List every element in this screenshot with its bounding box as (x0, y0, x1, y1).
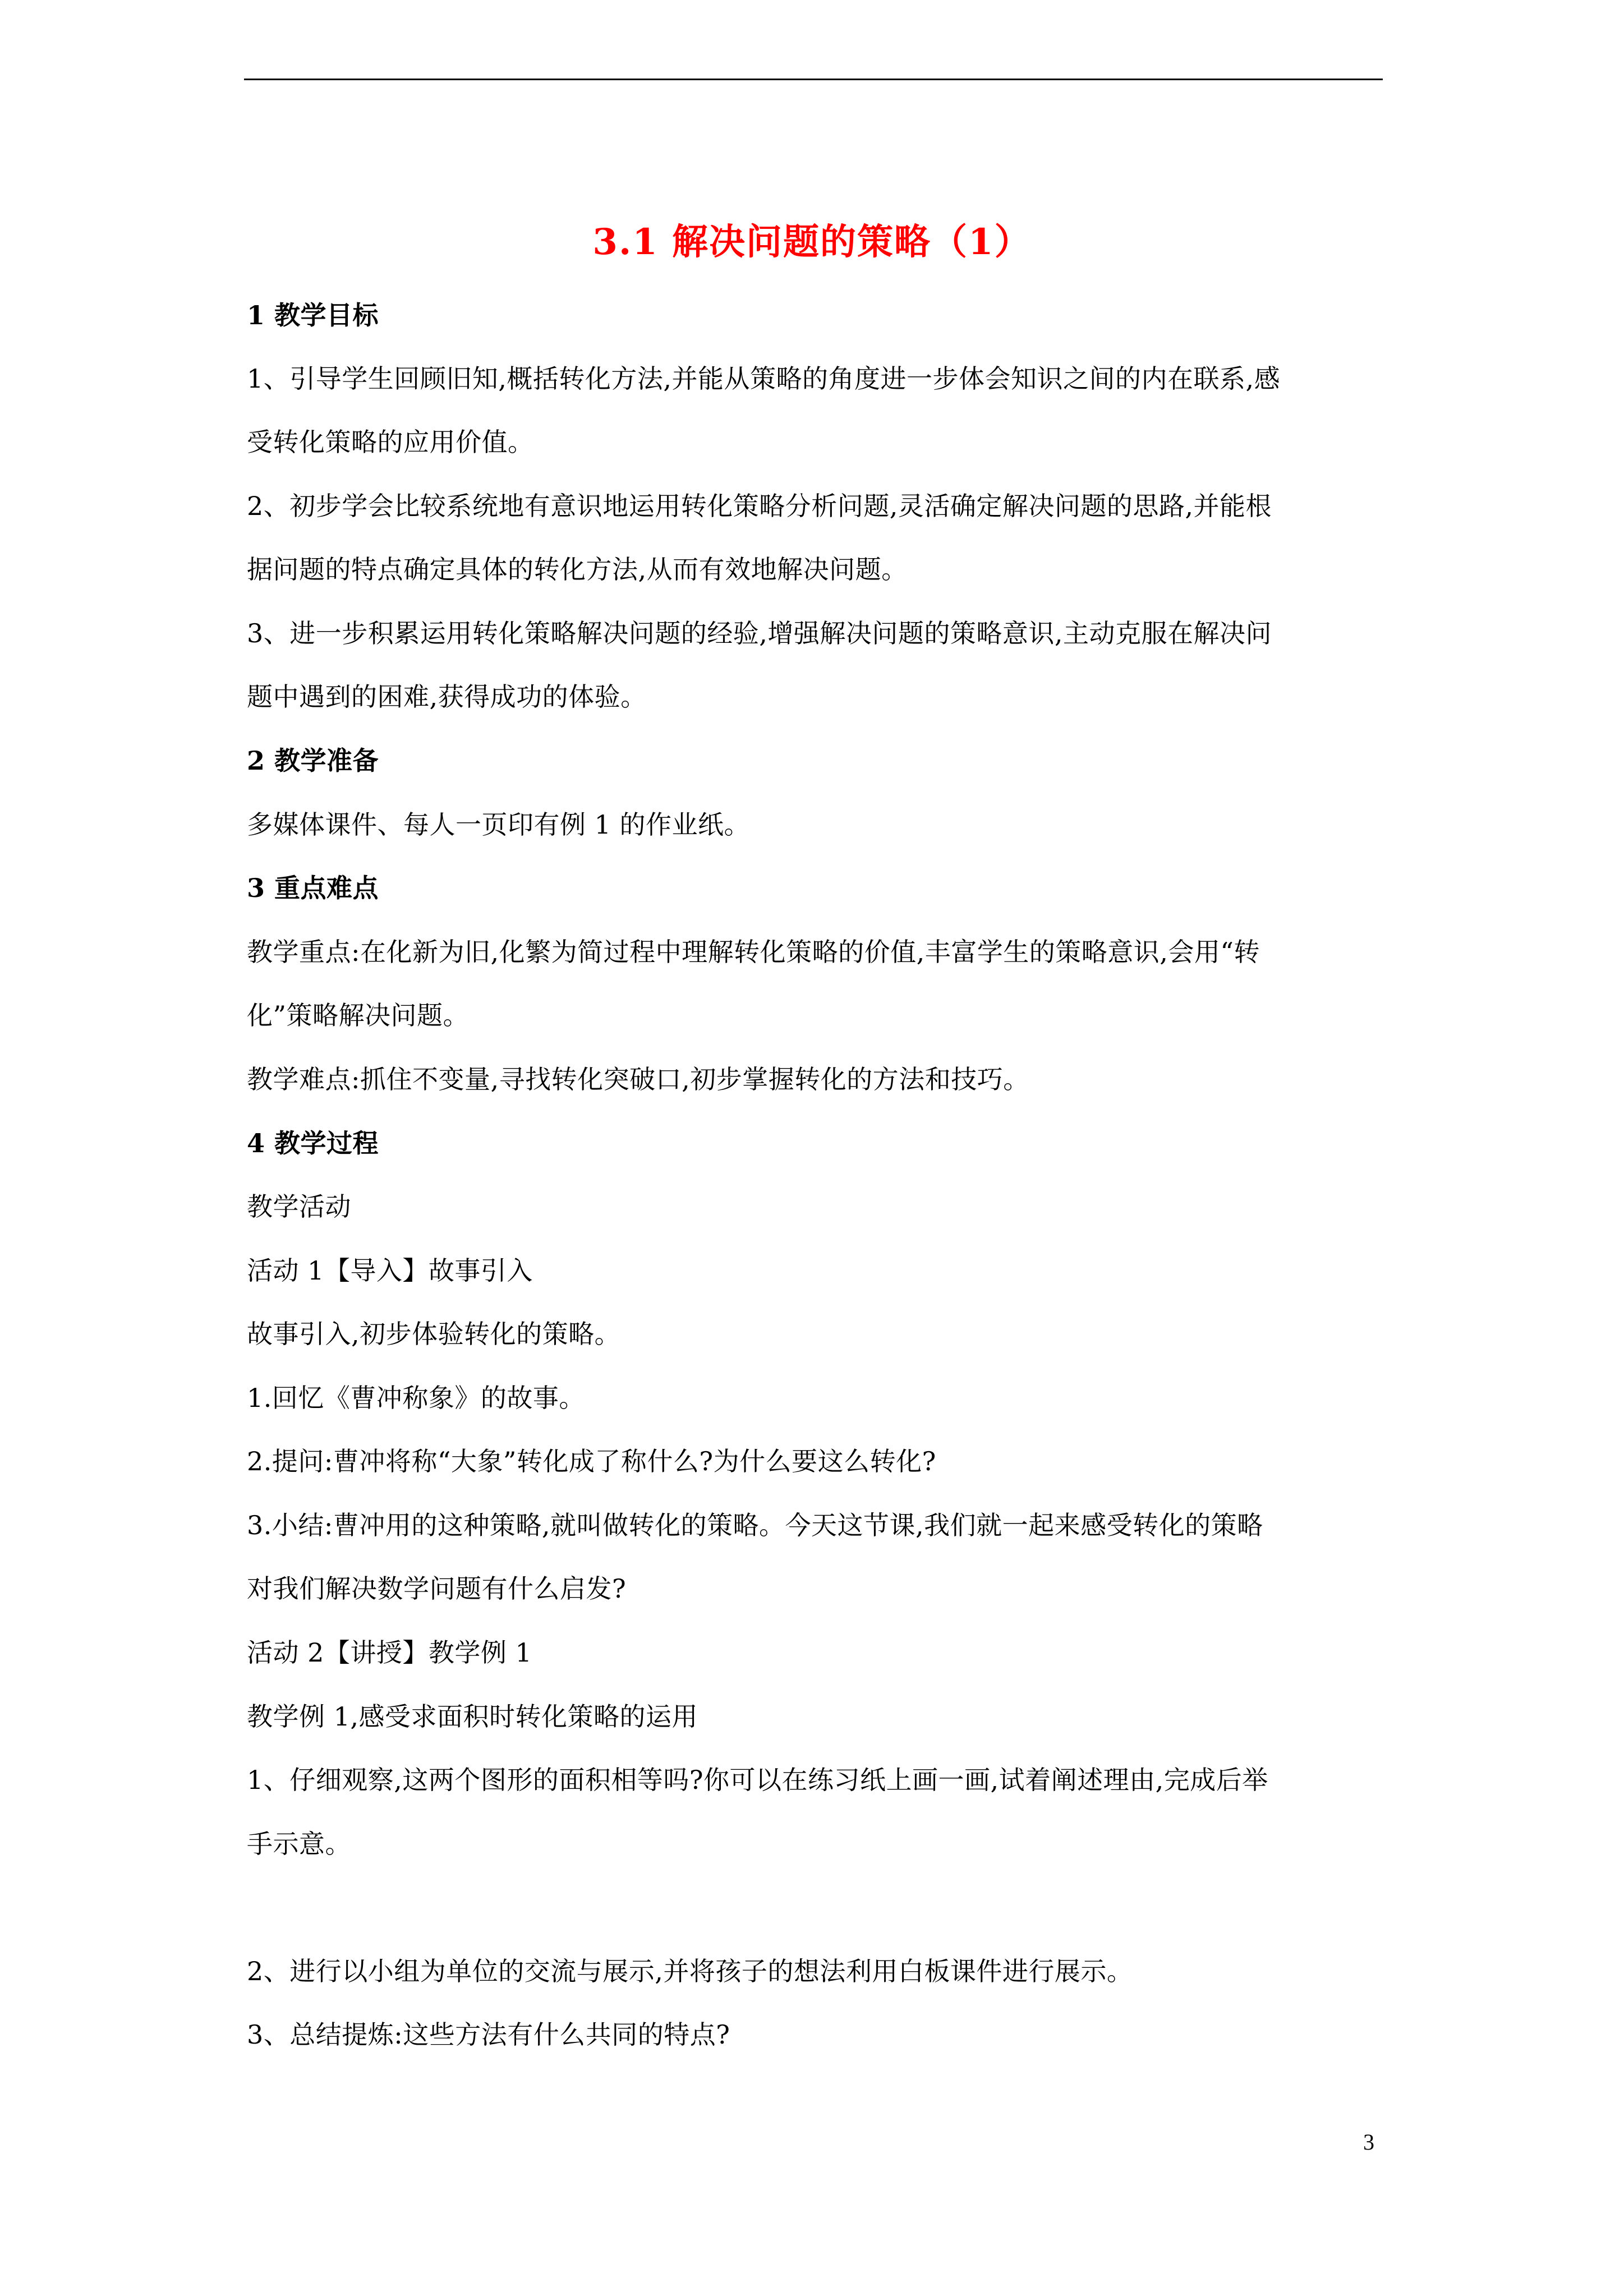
paragraph-line: 活动 2【讲授】教学例 1 (247, 1637, 532, 1668)
paragraph-line: 受转化策略的应用价值。 (247, 427, 534, 457)
paragraph-line: 1、仔细观察,这两个图形的面积相等吗?你可以在练习纸上画一画,试着阐述理由,完成后举 (247, 1765, 1268, 1795)
paragraph-line: 活动 1【导入】故事引入 (247, 1255, 533, 1286)
paragraph-line: 1.回忆《曹冲称象》的故事。 (247, 1383, 585, 1413)
paragraph-line: 题中遇到的困难,获得成功的体验。 (247, 682, 647, 712)
paragraph-line: 1、引导学生回顾旧知,概括转化方法,并能从策略的角度进一步体会知识之间的内在联系,感 (247, 364, 1281, 394)
page-title: 3.1 解决问题的策略（1） (592, 221, 1032, 263)
paragraph-line: 教学活动 (247, 1191, 351, 1222)
paragraph-line: 3、总结提炼:这些方法有什么共同的特点? (247, 2019, 730, 2050)
section-heading-key-points: 3 重点难点 (247, 873, 379, 903)
paragraph-line: 手示意。 (247, 1829, 351, 1859)
section-heading-objectives: 1 教学目标 (247, 300, 379, 330)
paragraph-line: 3.小结:曹冲用的这种策略,就叫做转化的策略。今天这节课,我们就一起来感受转化的策略 (247, 1510, 1263, 1540)
paragraph-line: 2.提问:曹冲将称“大象”转化成了称什么?为什么要这么转化? (247, 1446, 936, 1476)
paragraph-line: 2、进行以小组为单位的交流与展示,并将孩子的想法利用白板课件进行展示。 (247, 1956, 1133, 1986)
paragraph-line: 2、初步学会比较系统地有意识地运用转化策略分析问题,灵活确定解决问题的思路,并能根 (247, 491, 1272, 521)
paragraph-line: 据问题的特点确定具体的转化方法,从而有效地解决问题。 (247, 554, 908, 585)
paragraph-line: 教学难点:抓住不变量,寻找转化突破口,初步掌握转化的方法和技巧。 (247, 1064, 1029, 1094)
header-rule (244, 79, 1383, 80)
paragraph-line: 3、进一步积累运用转化策略解决问题的经验,增强解决问题的策略意识,主动克服在解决问 (247, 618, 1272, 648)
paragraph-line: 化”策略解决问题。 (247, 1000, 470, 1030)
page-number: 3 (1363, 2129, 1374, 2155)
paragraph-line: 教学例 1,感受求面积时转化策略的运用 (247, 1701, 698, 1732)
section-heading-process: 4 教学过程 (247, 1128, 379, 1158)
paragraph-line: 对我们解决数学问题有什么启发? (247, 1573, 627, 1604)
paragraph-line: 教学重点:在化新为旧,化繁为简过程中理解转化策略的价值,丰富学生的策略意识,会用“转 (247, 937, 1260, 967)
section-heading-preparation: 2 教学准备 (247, 746, 379, 776)
paragraph-line: 故事引入,初步体验转化的策略。 (247, 1319, 621, 1349)
paragraph-line: 多媒体课件、每人一页印有例 1 的作业纸。 (247, 809, 751, 840)
